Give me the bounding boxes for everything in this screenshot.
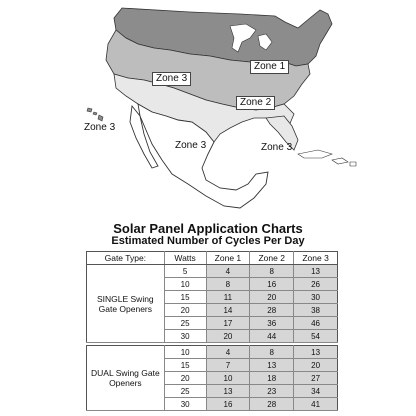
zone-1-cell: 10 <box>206 372 250 385</box>
header-watts: Watts <box>164 252 206 265</box>
map-zone-label: Zone 2 <box>236 96 275 110</box>
single-gate-type-label: SINGLE Swing Gate Openers <box>87 265 165 343</box>
zone-1-cell: 17 <box>206 317 250 330</box>
zone-1-cell: 14 <box>206 304 250 317</box>
watts-cell: 20 <box>164 372 206 385</box>
zone-2-cell: 18 <box>250 372 294 385</box>
zone-2-cell: 28 <box>250 304 294 317</box>
map-zone-label: Zone 1 <box>250 60 289 74</box>
zone-1-cell: 11 <box>206 291 250 304</box>
table-row <box>87 265 338 278</box>
map-zone-label: Zone 3 <box>261 142 293 153</box>
map-zone-label: Zone 3 <box>152 72 191 86</box>
dual-gate-type-label: DUAL Swing Gate Openers <box>87 346 165 411</box>
page-subtitle: Estimated Number of Cycles Per Day <box>111 235 305 247</box>
zone-3-cell: 34 <box>294 385 338 398</box>
map-hawaii-islands <box>87 108 103 121</box>
zone-3-cell: 27 <box>294 372 338 385</box>
zone-2-cell: 28 <box>250 398 294 411</box>
zone-3-cell: 54 <box>294 330 338 343</box>
zone-2-cell: 23 <box>250 385 294 398</box>
zone-3-cell: 30 <box>294 291 338 304</box>
dual-swing-table <box>86 345 338 411</box>
zone-3-cell: 13 <box>294 265 338 278</box>
zone-1-cell: 13 <box>206 385 250 398</box>
watts-cell: 5 <box>164 265 206 278</box>
watts-cell: 25 <box>164 317 206 330</box>
header-zone-2: Zone 2 <box>250 252 294 265</box>
zone-1-cell: 4 <box>206 346 250 359</box>
zone-1-cell: 20 <box>206 330 250 343</box>
zone-2-cell: 44 <box>250 330 294 343</box>
header-gate-type: Gate Type: <box>87 252 165 265</box>
single-swing-table <box>86 251 338 343</box>
zone-2-cell: 16 <box>250 278 294 291</box>
watts-cell: 10 <box>164 278 206 291</box>
zone-1-cell: 16 <box>206 398 250 411</box>
watts-cell: 15 <box>164 359 206 372</box>
watts-cell: 15 <box>164 291 206 304</box>
table-row <box>87 346 338 359</box>
map-caribbean-islands <box>298 150 356 166</box>
page-title: Solar Panel Application Charts <box>113 221 303 236</box>
zone-3-cell: 26 <box>294 278 338 291</box>
header-zone-3: Zone 3 <box>294 252 338 265</box>
zone-1-cell: 4 <box>206 265 250 278</box>
zone-3-cell: 20 <box>294 359 338 372</box>
zone-1-cell: 8 <box>206 278 250 291</box>
watts-cell: 30 <box>164 398 206 411</box>
zone-2-cell: 8 <box>250 346 294 359</box>
zone-2-cell: 8 <box>250 265 294 278</box>
watts-cell: 30 <box>164 330 206 343</box>
map-zone-label: Zone 3 <box>84 122 116 133</box>
zone-1-cell: 7 <box>206 359 250 372</box>
zone-2-cell: 20 <box>250 291 294 304</box>
watts-cell: 25 <box>164 385 206 398</box>
map-zone-label: Zone 3 <box>175 140 207 151</box>
us-solar-zone-map <box>70 4 360 212</box>
zone-2-cell: 36 <box>250 317 294 330</box>
watts-cell: 10 <box>164 346 206 359</box>
zone-3-cell: 46 <box>294 317 338 330</box>
table-header-row <box>87 252 338 265</box>
header-zone-1: Zone 1 <box>206 252 250 265</box>
zone-3-cell: 13 <box>294 346 338 359</box>
zone-3-cell: 41 <box>294 398 338 411</box>
zone-2-cell: 13 <box>250 359 294 372</box>
zone-3-cell: 38 <box>294 304 338 317</box>
watts-cell: 20 <box>164 304 206 317</box>
